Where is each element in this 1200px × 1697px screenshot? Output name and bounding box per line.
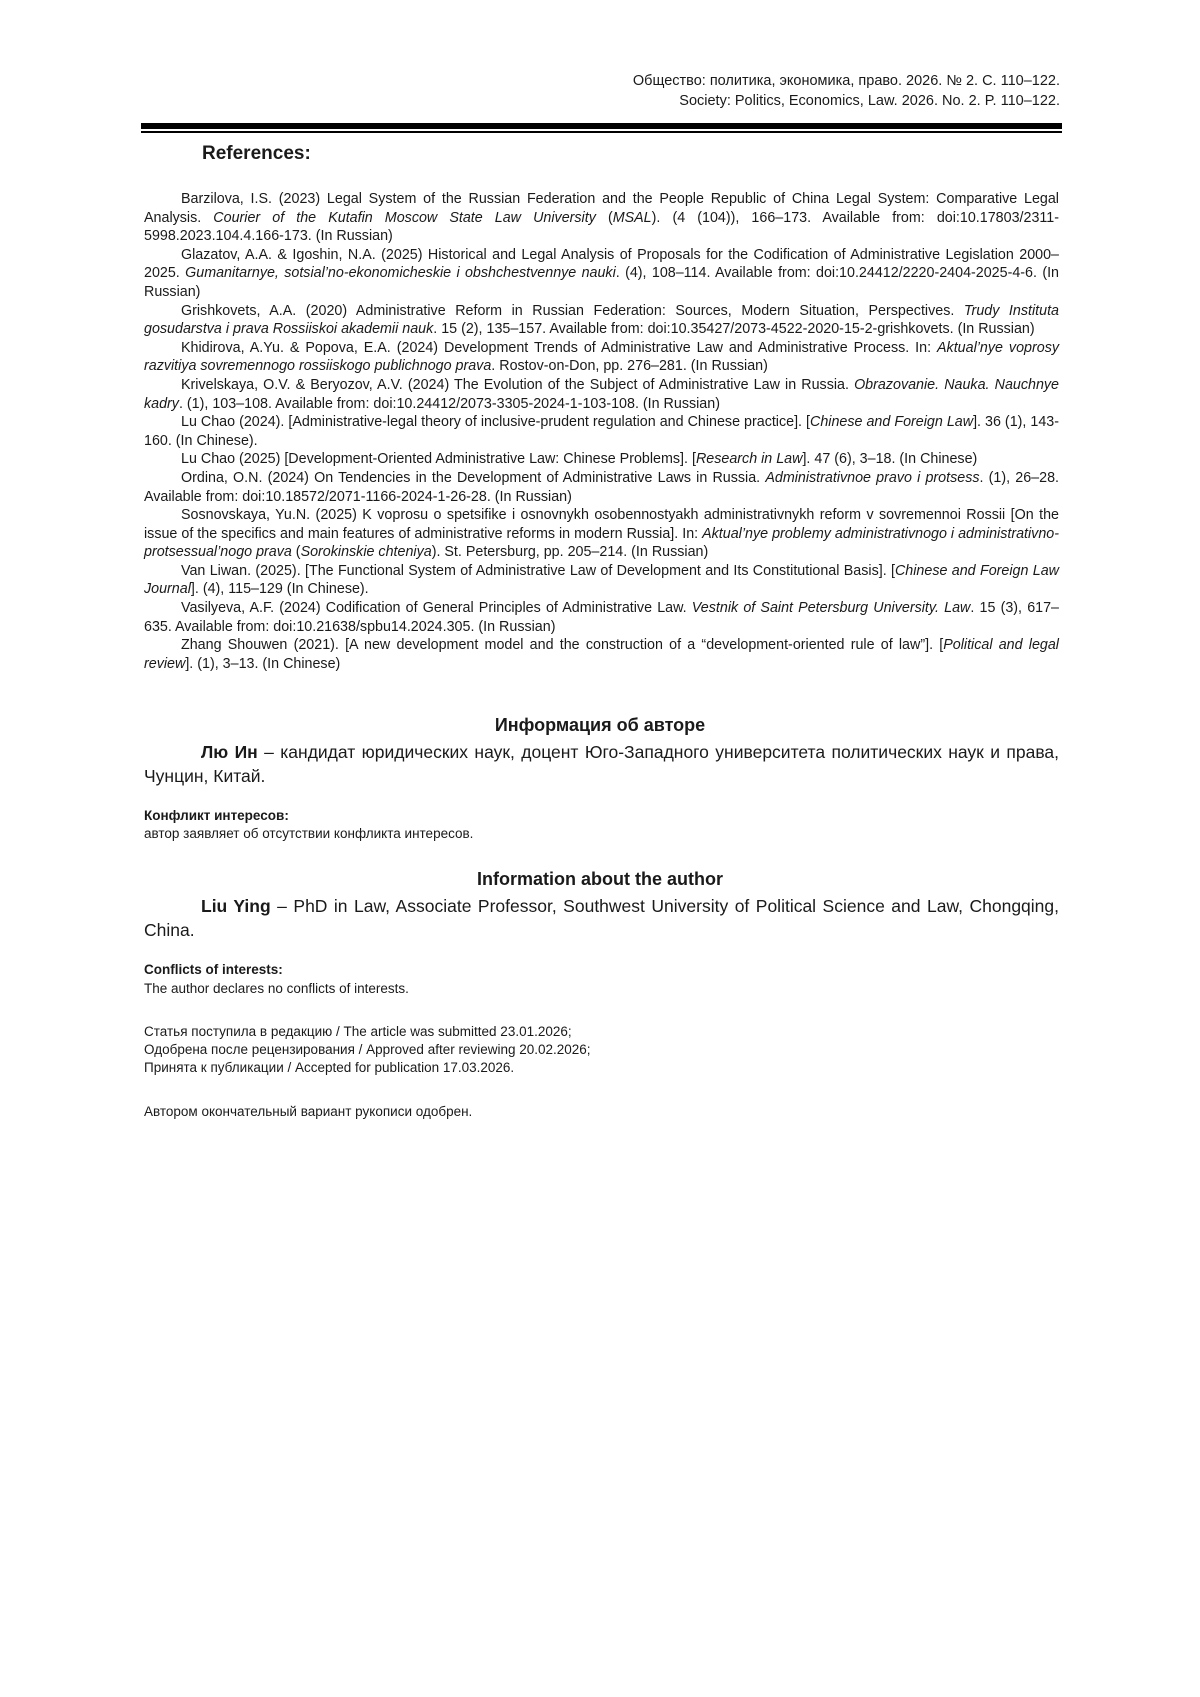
author-name-en: Liu Ying	[201, 896, 271, 916]
conflict-title-en: Conflicts of interests:	[144, 962, 283, 977]
reference-source: Chinese and Foreign Law Journal	[144, 562, 1059, 598]
date-approved: Одобрена после рецензирования / Approved after reviewing 20.02.2026;	[144, 1042, 591, 1057]
reference-item: Van Liwan. (2025). [The Functional System of Administrative Law of Development and Its Constitutional Basis]. [Chinese and Foreign Law Journal]. (4), 115–129 (In Chinese).	[144, 562, 1059, 598]
references-list	[144, 190, 1059, 673]
reference-item: Sosnovskaya, Yu.N. (2025) K voprosu o spetsifike i osnovnykh osobennostyakh administrativnykh reform v sovremennoi Rossii [On the issue of the specifics and main features of administrative reforms in modern Russia]. In: Aktual’nye problemy administrativnogo i administrativno-protsessual’nogo prava (Sorokinskie chteniya). St. Petersburg, pp. 205–214. (In Russian)	[144, 507, 1059, 561]
reference-source: Aktual’nye voprosy razvitiya sovremennogo rossiiskogo publichnogo prava	[144, 339, 1059, 375]
conflict-text-ru: автор заявляет об отсутствии конфликта интересов.	[144, 826, 474, 841]
author-info-title-en: Information about the author	[477, 869, 723, 889]
author-info-title-ru: Информация об авторе	[494, 715, 706, 735]
reference-source: Research in Law	[695, 451, 803, 468]
author-desc-en: – PhD in Law, Associate Professor, Southwest University of Political Science and Law, Chongqing, China.	[144, 896, 1059, 940]
reference-item: Barzilova, I.S. (2023) Legal System of the Russian Federation and the People Republic of China Legal System: Comparative Legal Analysis. Courier of the Kutafin Moscow State Law University (MSAL). (4 (104)), 166–173. Available from: doi:10.17803/2311-5998.2023.104.4.166-173. (In Russian)	[144, 191, 1060, 245]
final-note: Автором окончательный вариант рукописи одобрен.	[144, 1104, 473, 1119]
submission-dates	[144, 1023, 591, 1077]
date-submitted: Статья поступила в редакцию / The article was submitted 23.01.2026;	[144, 1024, 572, 1039]
reference-source: Aktual’nye problemy administrativnogo i administrativno-protsessual’nogo prava	[144, 525, 1059, 561]
reference-item: Lu Chao (2024). [Administrative-legal theory of inclusive-prudent regulation and Chinese practice]. [Chinese and Foreign Law]. 36 (1), 143-160. (In Chinese).	[144, 414, 1059, 449]
reference-item: Grishkovets, A.A. (2020) Administrative Reform in Russian Federation: Sources, Modern Situation, Perspectives. Trudy Instituta gosudarstva i prava Rossiiskoi akademii nauk. 15 (2), 135–157. Available from: doi:10.35427/2073-4522-2020-15-2-grishkovets. (In Russian)	[144, 302, 1059, 338]
reference-source: Administrativnoe pravo i protsess	[765, 469, 980, 486]
header-line-en: Society: Politics, Economics, Law. 2026. No. 2. P. 110–122.	[679, 93, 1060, 109]
conflict-title-ru: Конфликт интересов:	[144, 808, 289, 823]
reference-source: Courier of the Kutafin Moscow State Law University	[213, 209, 596, 226]
conflict-text-en: The author declares no conflicts of interests.	[144, 981, 409, 996]
reference-item: Zhang Shouwen (2021). [A new development model and the construction of a “development-oriented rule of law”]. [Political and legal review]. (1), 3–13. (In Chinese)	[144, 637, 1059, 672]
references-title: References:	[202, 143, 311, 164]
reference-source: Chinese and Foreign Law	[810, 414, 974, 431]
date-accepted: Принята к публикации / Accepted for publication 17.03.2026.	[144, 1060, 515, 1075]
reference-source: Political and legal review	[144, 637, 1059, 672]
author-info-en	[144, 894, 1059, 942]
header-line-ru: Общество: политика, экономика, право. 2026. № 2. С. 110–122.	[632, 73, 1060, 89]
reference-source: Vestnik of Saint Petersburg University. Law	[691, 600, 971, 617]
author-desc-ru: – кандидат юридических наук, доцент Юго-Западного университета политических наук и права, Чунцин, Китай.	[144, 742, 1060, 786]
reference-source-abbr: MSAL	[612, 209, 652, 226]
reference-item: Ordina, O.N. (2024) On Tendencies in the Development of Administrative Laws in Russia. Administrativnoe pravo i protsess. (1), 26–28. Available from: doi:10.18572/2071-1166-2024-1-26-28. (In Russian)	[144, 469, 1060, 505]
reference-item: Vasilyeva, A.F. (2024) Codification of General Principles of Administrative Law. Vestnik of Saint Petersburg University. Law. 15 (3), 617–635. Available from: doi:10.21638/spbu14.2024.305. (In Russian)	[144, 600, 1060, 635]
reference-item: Lu Chao (2025) [Development-Oriented Administrative Law: Chinese Problems]. [Research in Law]. 47 (6), 3–18. (In Chinese)	[181, 451, 978, 468]
reference-item: Krivelskaya, O.V. & Beryozov, A.V. (2024) The Evolution of the Subject of Administrative Law in Russia. Obrazovanie. Nauka. Nauchnye kadry. (1), 103–108. Available from: doi:10.24412/2073-3305-2024-1-103-108. (In Russian)	[144, 376, 1059, 412]
reference-source: Gumanitarnye, sotsial’no-ekonomicheskie i obshchestvennye nauki	[185, 265, 616, 282]
reference-source: Obrazovanie. Nauka. Nauchnye kadry	[144, 376, 1059, 412]
reference-source: Trudy Instituta gosudarstva i prava Rossiiskoi akademii nauk	[144, 302, 1059, 338]
header-rule-thin	[141, 131, 1062, 133]
author-name-ru: Лю Ин	[201, 742, 258, 762]
running-header	[143, 71, 1060, 111]
reference-item: Glazatov, A.A. & Igoshin, N.A. (2025) Historical and Legal Analysis of Proposals for the Codification of Administrative Legislation 2000–2025. Gumanitarnye, sotsial’no-ekonomicheskie i obshchestvennye nauki. (4), 108–114. Available from: doi:10.24412/2220-2404-2025-4-6. (In Russian)	[144, 246, 1060, 300]
reference-source-abbr: Sorokinskie chteniya	[300, 544, 432, 561]
author-info-ru	[144, 740, 1059, 788]
reference-item: Khidirova, A.Yu. & Popova, E.A. (2024) Development Trends of Administrative Law and Administrative Process. In: Aktual’nye voprosy razvitiya sovremennogo rossiiskogo publichnogo prava. Rostov-on-Don, pp. 276–281. (In Russian)	[144, 339, 1059, 375]
header-rule-thick	[141, 123, 1062, 129]
